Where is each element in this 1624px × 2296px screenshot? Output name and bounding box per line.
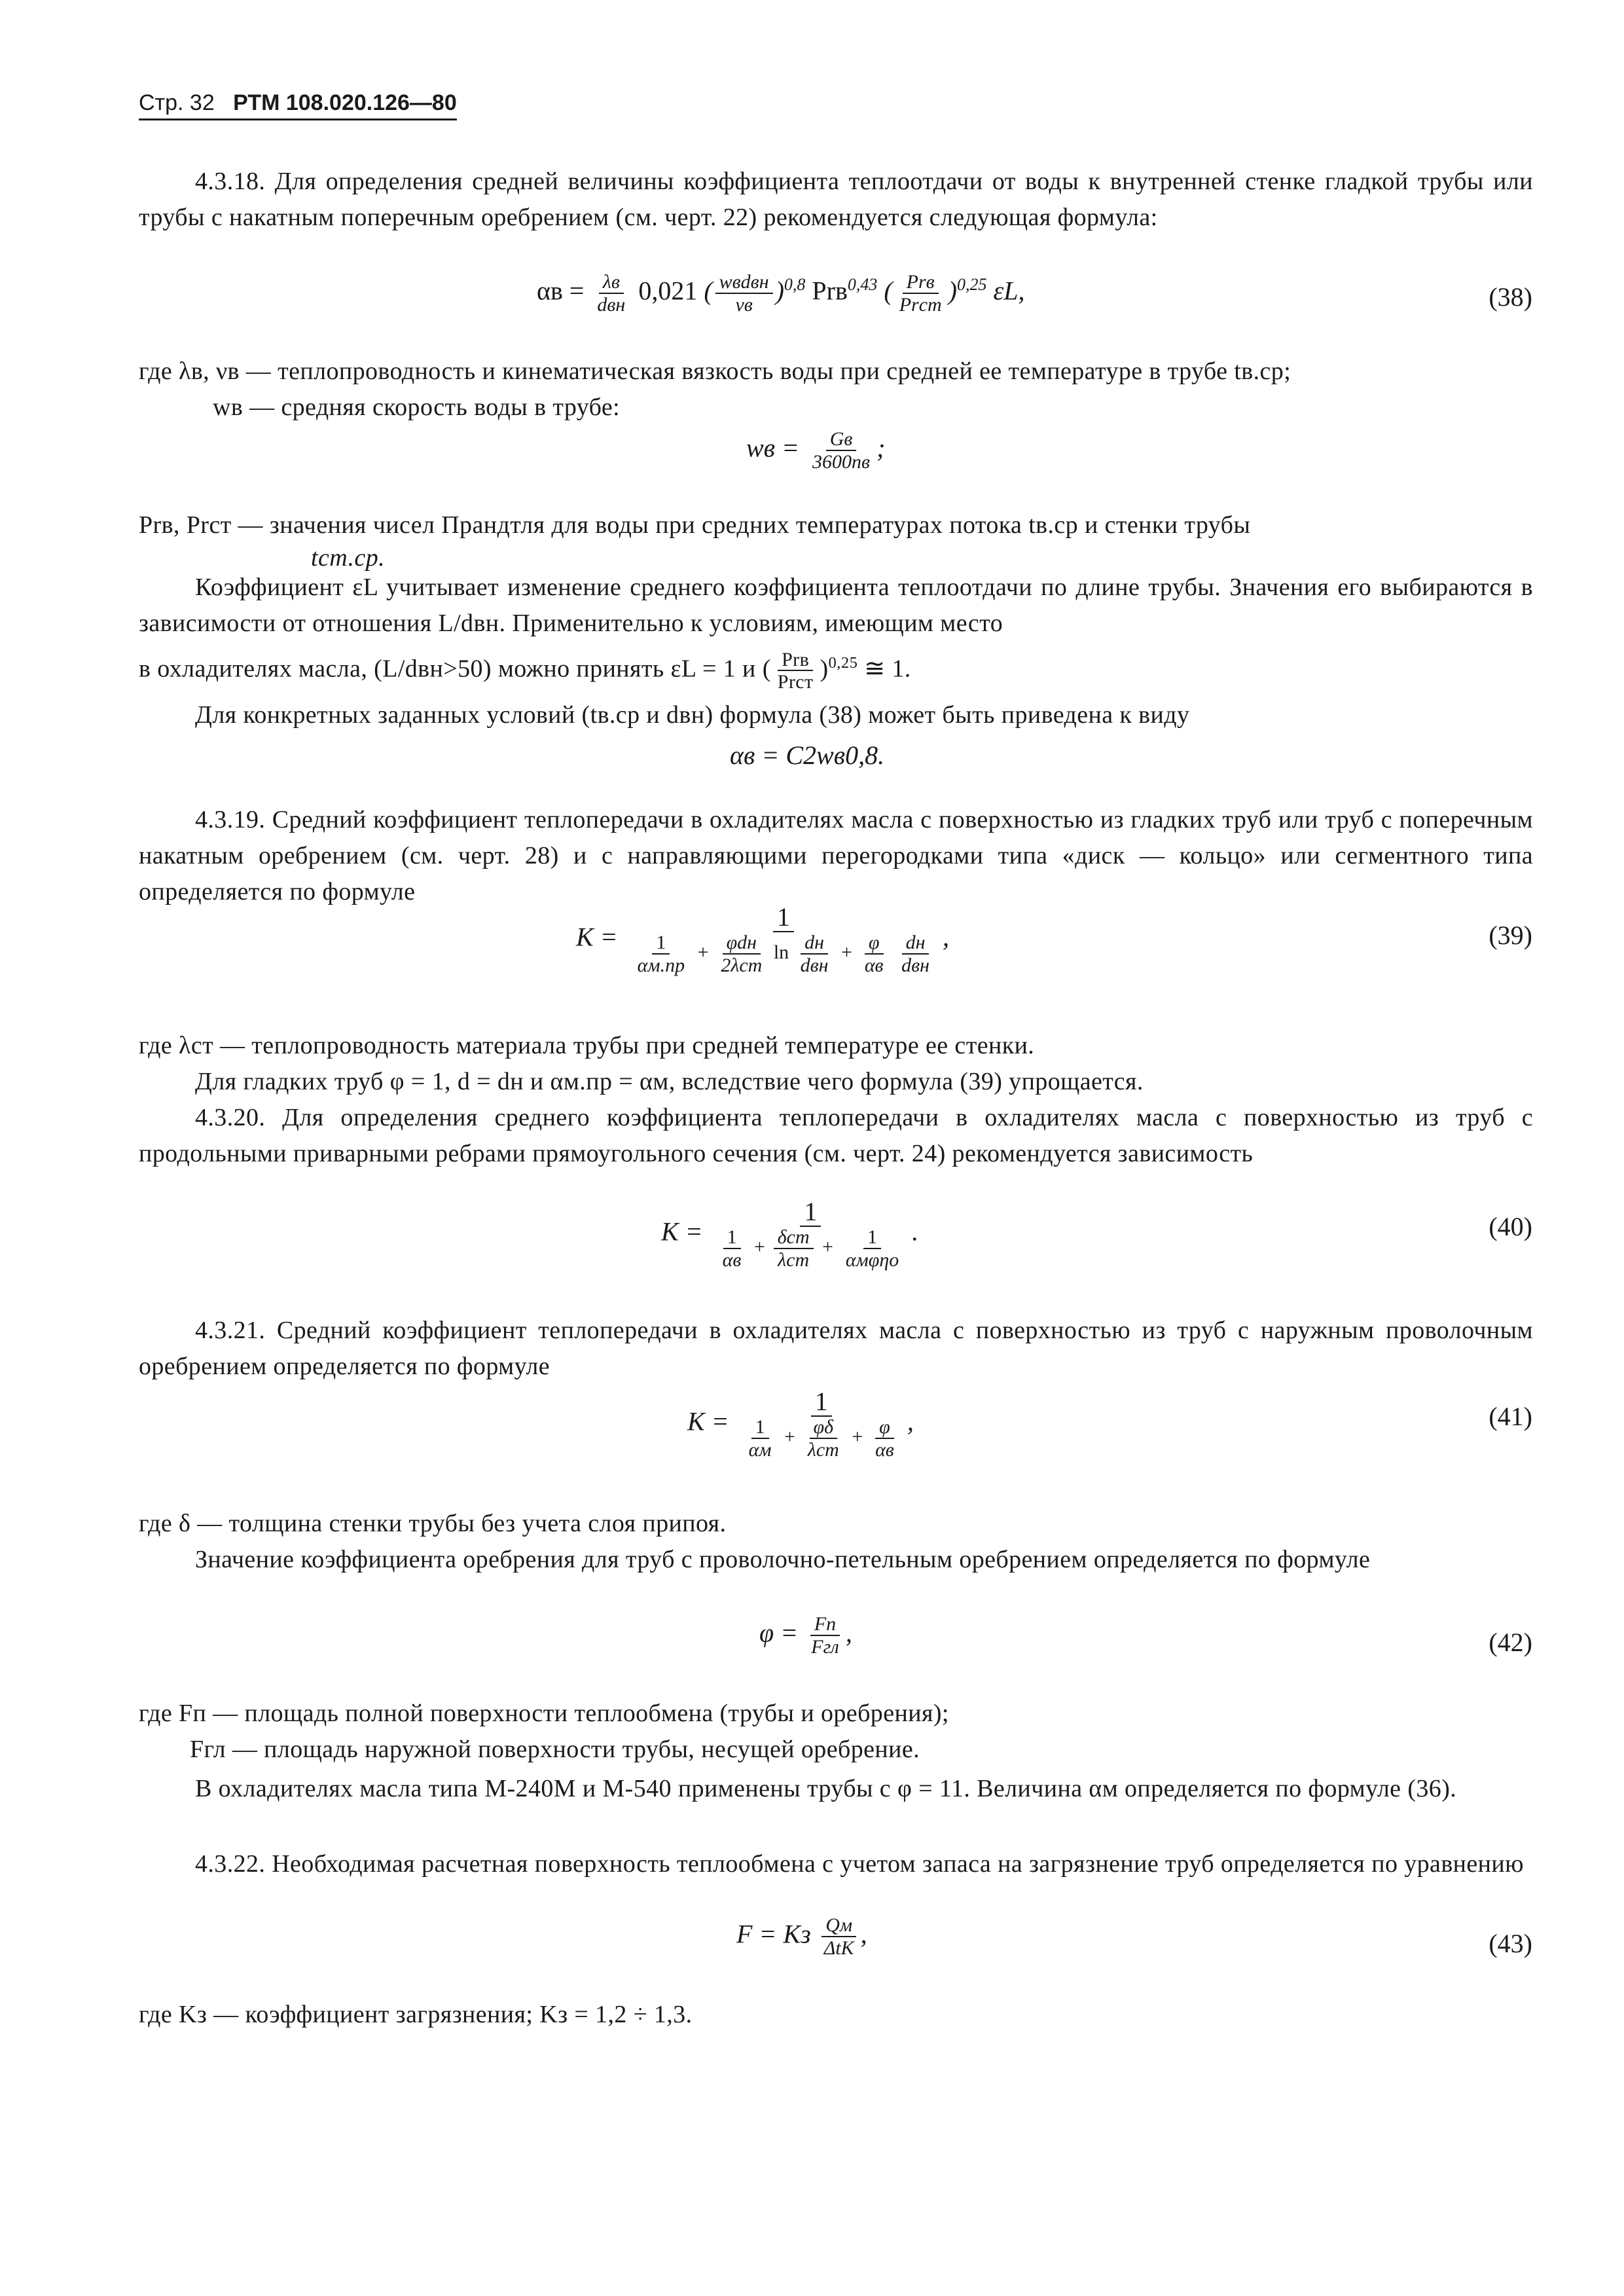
eq38-frac2-num: wвdвн	[715, 272, 773, 294]
paragraph-4-3-18: 4.3.18. Для определения средней величины коэффициента теплоотдачи от воды к внутренней стенке гладкой трубы или трубы с накатным поперечным оребрением (см. черт. 22) рекомендуется следующая формула:	[139, 168, 1533, 231]
equation-c2: αв = C2wв0,8.	[730, 740, 885, 770]
equation-number-41: (41)	[1489, 1402, 1532, 1431]
eq39-t2d: 2λст	[721, 954, 763, 976]
eq42-tail: ,	[845, 1618, 852, 1648]
where-41: где δ — толщина стенки трубы без учета слоя припоя.	[139, 1510, 727, 1537]
coef-frac-num: Prв	[778, 649, 813, 672]
equation-40: K = 1 $\frac{1}{\alpha в}$ + $\frac{\text{δст}}{\text{λст}}$ + $\frac{1}{\text{αмφηо}}$ .	[661, 1197, 919, 1271]
eqw-num: Gв	[826, 429, 857, 451]
eqw-den: 3600nв	[812, 450, 871, 473]
eq40-top: 1	[800, 1198, 821, 1227]
paragraph-4-3-19: 4.3.19. Средний коэффициент теплопередачи в охладителях масла с поверхностью из гладких труб или труб с поперечным накатным оребрением (см. черт. 28) и с направляющими перегородками типа «диск — кольцо» или сегментного типа определяется по формуле	[139, 806, 1533, 905]
eq40-t3n: 1	[863, 1227, 881, 1249]
where-42-line2: Fгл — площадь наружной поверхности трубы, несущей оребрение.	[190, 1736, 920, 1763]
m240-text: В охладителях масла типа М-240М и М-540 применены трубы с φ = 11. Величина αм определяется по формуле (36).	[195, 1775, 1457, 1802]
eqw-lhs: wв =	[746, 433, 800, 463]
eq40-t2d: λст	[778, 1248, 810, 1271]
paragraph-4-3-21: 4.3.21. Средний коэффициент теплопередачи в охладителях масла с поверхностью из труб с наружным проволочным оребрением определяется по формуле	[139, 1317, 1533, 1380]
eq41-t2d: λст	[807, 1438, 839, 1461]
equation-velocity	[746, 429, 885, 473]
eq39-t5d: dвн	[901, 954, 929, 976]
where-43: где Kз — коэффициент загрязнения; Kз = 1,2 ÷ 1,3.	[139, 2001, 693, 2028]
where-39: где λст — теплопроводность материала трубы при средней температуре ее стенки.	[139, 1032, 1035, 1059]
eq38-exp2: 0,43	[847, 275, 878, 295]
coefficient-text-2: в охладителях масла, (L/dвн>50) можно принять εL = 1 и ( $\frac{\text{Prв}}{\text{Prст}}$ )$^{0,25}$ ≅ 1.	[139, 648, 911, 693]
eq41-tail: ,	[907, 1406, 914, 1436]
eq39-t1d: αм.пр	[637, 954, 685, 976]
equation-number-38: (38)	[1489, 282, 1532, 312]
coefficient-text: Коэффициент εL учитывает изменение среднего коэффициента теплоотдачи по длине трубы. Значения его выбираются в зависимости от отношения L/dвн. Применительно к условиям, имеющим место	[139, 574, 1533, 637]
eq43-den: ΔtK	[823, 1937, 854, 1959]
coef-frac-den: Prст	[777, 671, 814, 693]
paragraph-4-3-20: 4.3.20. Для определения среднего коэффициента теплопередачи в охладителях масла с поверхностью из труб с продольными приварными ребрами прямоугольного сечения (см. черт. 24) рекомендуется зависимость	[139, 1104, 1533, 1167]
eq38-lhs: αв =	[537, 276, 585, 306]
eq39-ln: ln	[773, 941, 789, 964]
eq40-t2n: δст	[774, 1227, 814, 1249]
equation-38: αв = $\frac{\lambda в}{\text{dвн}}$ 0,021 ( $\frac{\text{wвdвн}}{\nu в}$ )$^{0,8}$ Prв$^{0,43}$ ( $\frac{\text{Prв}}{\text{Prст}}$ )$^{0,25}$ εL,	[537, 271, 1025, 316]
eq41-top: 1	[811, 1388, 832, 1417]
eqw-tail: ;	[876, 433, 886, 463]
equation-42	[759, 1614, 852, 1658]
eq41-t3d: αв	[875, 1438, 894, 1461]
page-header	[139, 90, 457, 120]
coefficient-text-2-body: в охладителях масла, (L/dвн>50) можно принять εL = 1 и	[139, 655, 756, 683]
eq40-t1n: 1	[723, 1227, 741, 1249]
where-38-line2: wв — средняя скорость воды в трубе:	[213, 393, 621, 421]
equation-39: K = 1 $\frac{1}{\alpha м.пр}$ + $\frac{\text{φdн}}{\text{2λст}}$ ln $\frac{dн}{\text{dвн}}$ + $\frac{\varphi}{\alpha в}$ $\frac{dн}{\text{dвн}}$ ,	[576, 902, 949, 976]
prandtl-line2: tст.ср.	[311, 544, 385, 572]
smooth-tubes: Для гладких труб φ = 1, d = dн и αм.пр = αм, вследствие чего формула (39) упрощается.	[195, 1068, 1144, 1095]
eq38-frac2-den: νв	[735, 293, 753, 316]
eq38-frac1-num: λв	[599, 272, 624, 294]
eq38-frac3-num: Prв	[903, 272, 939, 294]
eq40-tail: .	[912, 1216, 919, 1247]
eq39-top: 1	[773, 903, 794, 932]
page-number: Стр. 32	[139, 90, 215, 115]
document-code: РТМ 108.020.126—80	[233, 90, 457, 115]
eq41-t1d: αм	[748, 1438, 772, 1461]
eq41-t3n: φ	[875, 1417, 894, 1439]
eq38-exp1: 0,8	[784, 275, 806, 295]
eq39-t1n: 1	[652, 932, 670, 955]
eq42-den: Fгл	[811, 1635, 839, 1658]
eq43-tail: ,	[860, 1919, 867, 1949]
eq39-tail: ,	[943, 922, 949, 952]
concrete-conditions: Для конкретных заданных условий (tв.ср и dвн) формула (38) может быть приведена к виду	[195, 701, 1190, 729]
equation-41: K = 1 $\frac{1}{\alpha м}$ + $\frac{\varphi\delta}{\text{λст}}$ + $\frac{\varphi}{\alpha в}$ ,	[687, 1387, 914, 1461]
eq40-lhs: K =	[661, 1216, 703, 1247]
eq41-t2n: φδ	[810, 1417, 838, 1439]
where-42-line1: где Fп — площадь полной поверхности теплообмена (трубы и оребрения);	[139, 1700, 949, 1727]
where-38-line1: где λв, νв — теплопроводность и кинематическая вязкость воды при средней ее температуре в трубе tв.ср;	[139, 357, 1291, 385]
eq39-t5n: dн	[902, 932, 929, 955]
eq41-t1n: 1	[751, 1417, 769, 1439]
eq38-exp3: 0,25	[957, 275, 987, 295]
eq39-t4d: αв	[864, 954, 884, 976]
equation-number-39: (39)	[1489, 920, 1532, 950]
eq38-frac1-den: dвн	[597, 293, 626, 316]
equation-number-43: (43)	[1489, 1929, 1532, 1958]
eq39-t4n: φ	[865, 932, 884, 955]
prandtl-line1: Prв, Prст — значения чисел Прандтля для воды при средних температурах потока tв.ср и стенки трубы	[139, 511, 1251, 539]
eq43-num: Qм	[821, 1915, 856, 1937]
eq38-pr: Prв	[812, 276, 848, 306]
eq38-coef: 0,021	[638, 276, 698, 306]
equation-number-40: (40)	[1489, 1212, 1532, 1241]
eq38-frac3-den: Prст	[899, 293, 942, 316]
eq39-t3n: dн	[801, 932, 828, 955]
eq43-lhs: F = Kз	[736, 1919, 811, 1949]
eq40-t3d: αмφηо	[845, 1248, 899, 1271]
eq38-tail: εL,	[993, 276, 1025, 306]
fin-coefficient-text: Значение коэффициента оребрения для труб с проволочно-петельным оребрением определяется по формуле	[195, 1546, 1371, 1573]
equation-number-42: (42)	[1489, 1628, 1532, 1657]
eq42-num: Fп	[810, 1614, 840, 1636]
eq41-lhs: K =	[687, 1406, 729, 1436]
eq39-t2n: φdн	[723, 932, 761, 955]
eq39-lhs: K =	[576, 922, 618, 952]
coef-tail: ≅ 1.	[864, 655, 911, 683]
eq39-t3d: dвн	[800, 954, 829, 976]
coef-exp: 0,25	[828, 654, 858, 672]
equation-43	[736, 1915, 867, 1959]
eq42-lhs: φ =	[759, 1618, 799, 1648]
eq40-t1d: αв	[722, 1248, 742, 1271]
paragraph-4-3-22: 4.3.22. Необходимая расчетная поверхность теплообмена с учетом запаса на загрязнение труб определяется по уравнению	[195, 1850, 1524, 1878]
